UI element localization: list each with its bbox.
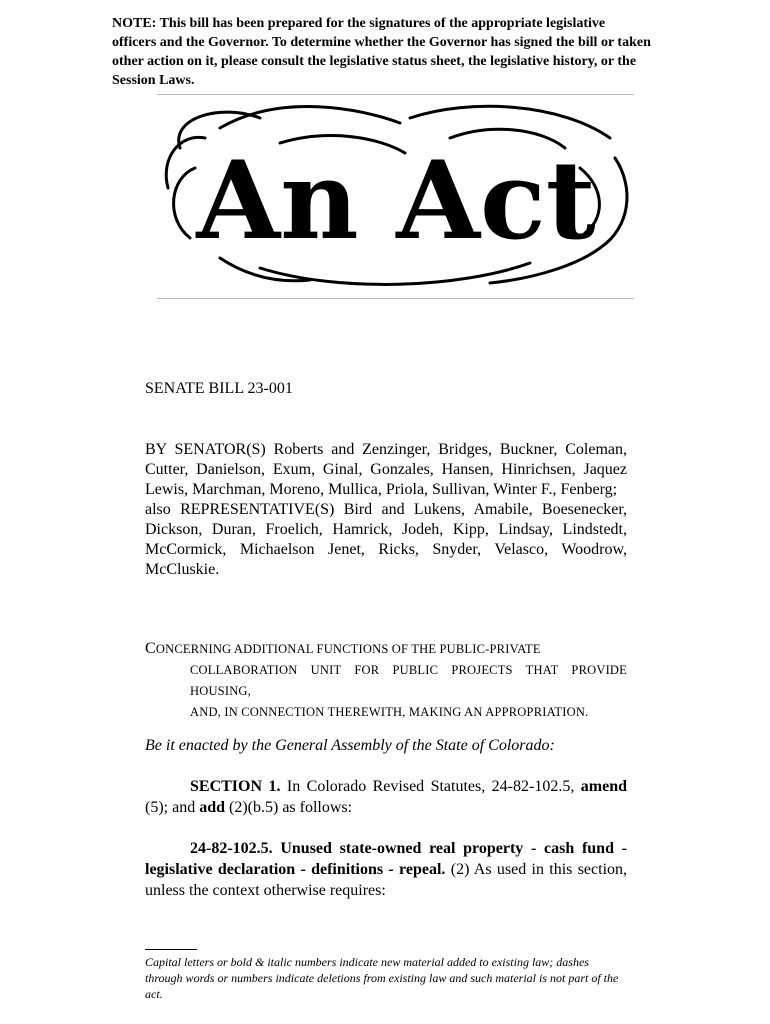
statute-heading: 24-82-102.5. Unused state-owned real property - cash fund - legislative declaration - definitions - repeal.: [145, 840, 627, 878]
section-24-82-102-5: [145, 838, 627, 901]
enacting-clause: Be it enacted by the General Assembly of the State of Colorado:: [145, 737, 555, 754]
statute-text: (2) As used in this section, unless the context otherwise requires:: [145, 861, 628, 899]
seal-bottom-rule: [157, 298, 634, 299]
section-1-text-a: In Colorado Revised Statutes, 24-82-102.5,: [286, 778, 575, 795]
senator-sponsors: BY SENATOR(S) Roberts and Zenzinger, Bridges, Buckner, Coleman, Cutter, Danielson, Exum, Ginal, Gonzales, Hansen, Hinrichsen, Jaquez Lewis, Marchman, Moreno, Mullica, Priola, Sullivan, Winter F., Fenberg;: [145, 441, 627, 498]
footnote-rule: [145, 949, 197, 950]
concerning-cap-letter: C: [145, 640, 156, 657]
sponsors: [145, 440, 627, 580]
bill-number: SENATE BILL 23-001: [145, 380, 293, 397]
seal-lettering: An Act: [196, 138, 596, 264]
concerning-line-1: ONCERNING ADDITIONAL FUNCTIONS OF THE PUBLIC-PRIVATE: [155, 642, 541, 656]
footnote: Capital letters or bold & italic numbers indicate new material added to existing law; dashes through words or numbers indicate deletions from existing law and such material is not part of the act.: [145, 955, 619, 1001]
section-1-text-c: (2)(b.5) as follows:: [229, 799, 353, 816]
section-1-add: add: [199, 799, 225, 816]
representative-sponsors: also REPRESENTATIVE(S) Bird and Lukens, Amabile, Boesenecker, Dickson, Duran, Froelich, Hamrick, Jodeh, Kipp, Lindsay, Lindstedt, McCormick, Michaelson Jenet, Ricks, Snyder, Velasco, Woodrow, McCluskie.: [145, 501, 627, 578]
an-act-seal: [160, 98, 632, 294]
concerning-clause: [145, 638, 627, 723]
section-1-heading: SECTION 1.: [190, 778, 281, 795]
concerning-line-2: COLLABORATION UNIT FOR PUBLIC PROJECTS THAT PROVIDE HOUSING,: [190, 663, 627, 698]
signature-note: NOTE: This bill has been prepared for the signatures of the appropriate legislative officers and the Governor. To determine whether the Governor has signed the bill or taken other action on it, please consult the legislative status sheet, the legislative history, or the Session Laws.: [112, 16, 651, 88]
section-1: [145, 776, 627, 818]
seal-top-rule: [157, 94, 634, 95]
section-1-amend: amend: [580, 778, 628, 795]
concerning-line-3: AND, IN CONNECTION THEREWITH, MAKING AN APPROPRIATION.: [190, 705, 589, 719]
section-1-text-b: (5); and: [145, 799, 196, 816]
